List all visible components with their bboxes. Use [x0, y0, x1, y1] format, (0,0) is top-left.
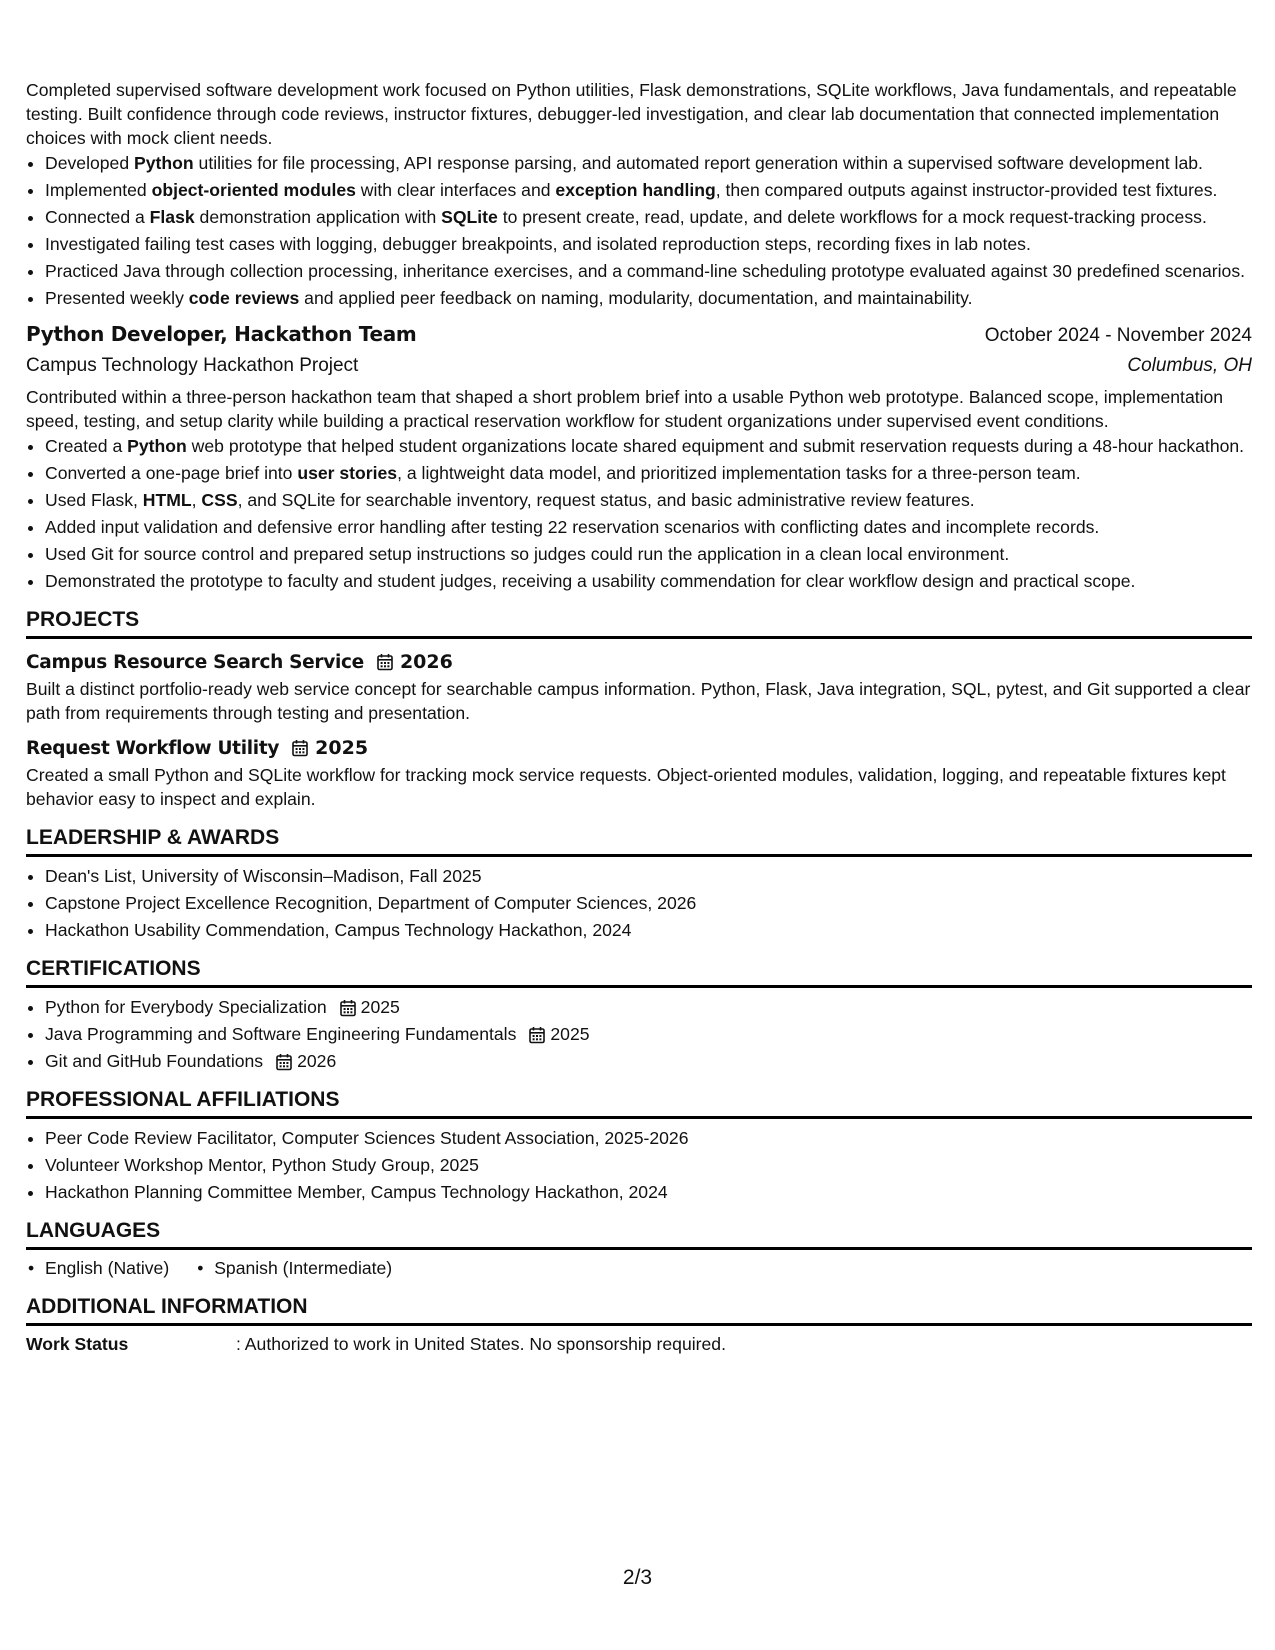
experience-summary: Completed supervised software development work focused on Python utilities, Flask demonstrations, SQLite workflows, Java fundamentals, and repeatable testing. Built confidence through code reviews, instructor fixtures, debugger-led investigation, and clear lab documentation that connected implementation choices with mock client needs.: [26, 80, 1237, 148]
additional-info-heading: ADDITIONAL INFORMATION: [26, 1294, 1252, 1326]
list-item: • Volunteer Workshop Mentor, Python Study Group, 2025: [45, 1153, 1252, 1177]
calendar-icon: [275, 1053, 293, 1071]
certification-year: 2025: [360, 997, 400, 1017]
bold-keyword: HTML: [142, 490, 192, 510]
projects-section: [26, 607, 1252, 811]
list-item: • Practiced Java through collection processing, inheritance exercises, and a command-line scheduling prototype evaluated against 30 predefined scenarios.: [45, 259, 1252, 283]
certifications-heading: CERTIFICATIONS: [26, 956, 1252, 988]
list-item: • Capstone Project Excellence Recognition, Department of Computer Sciences, 2026: [45, 891, 1252, 915]
list-item: • Hackathon Usability Commendation, Campus Technology Hackathon, 2024: [45, 918, 1252, 942]
list-item: • Dean's List, University of Wisconsin–Madison, Fall 2025: [45, 864, 1252, 888]
project-entry: [26, 647, 1252, 725]
list-item: [45, 995, 1252, 1019]
resume-page: [26, 78, 1252, 1356]
list-item: • Investigated failing test cases with logging, debugger breakpoints, and isolated reproduction steps, recording fixes in lab notes.: [45, 232, 1252, 256]
certifications-section: [26, 956, 1252, 1073]
list-item: • Connected a Flask demonstration application with SQLite to present create, read, update, and delete workflows for a mock request-tracking process.: [45, 205, 1252, 229]
project-header: [26, 733, 1252, 763]
page-number: 2/3: [622, 1566, 653, 1589]
list-item: • Implemented object-oriented modules with clear interfaces and exception handling, then compared outputs against instructor-provided test fixtures.: [45, 178, 1252, 202]
job-location: Columbus, OH: [1127, 355, 1252, 376]
work-status-value: : Authorized to work in United States. No sponsorship required.: [236, 1334, 726, 1354]
project-description: Created a small Python and SQLite workflow for tracking mock service requests. Object-oriented modules, validation, logging, and repeatable fixtures kept behavior easy to inspect and explain.: [26, 765, 1226, 809]
list-item: • Added input validation and defensive error handling after testing 22 reservation scenarios with conflicting dates and incomplete records.: [45, 515, 1252, 539]
job-bullets: [26, 434, 1252, 593]
project-entry: [26, 733, 1252, 811]
language-item: • English (Native): [26, 1256, 169, 1280]
bold-keyword: code reviews: [188, 288, 300, 308]
certification-name: Python for Everybody Specialization: [45, 997, 327, 1017]
certification-name: Java Programming and Software Engineering Fundamentals: [45, 1024, 517, 1044]
bold-keyword: Python: [134, 153, 194, 173]
languages-section: [26, 1218, 1252, 1280]
list-item: • Presented weekly code reviews and applied peer feedback on naming, modularity, documentation, and maintainability.: [45, 286, 1252, 310]
projects-heading: PROJECTS: [26, 607, 1252, 639]
calendar-icon: [339, 999, 357, 1017]
job-title: Python Developer, Hackathon Team: [26, 322, 417, 346]
job-organization: Campus Technology Hackathon Project: [26, 355, 359, 376]
job-subheader: [26, 353, 1252, 379]
list-item: • Hackathon Planning Committee Member, Campus Technology Hackathon, 2024: [45, 1180, 1252, 1204]
languages-heading: LANGUAGES: [26, 1218, 1252, 1250]
project-name: Request Workflow Utility: [26, 737, 280, 759]
job-entry: [26, 320, 1252, 593]
bold-keyword: exception handling: [555, 180, 716, 200]
list-item: • Used Git for source control and prepared setup instructions so judges could run the application in a clean local environment.: [45, 542, 1252, 566]
job-dates: October 2024 - November 2024: [984, 325, 1252, 346]
calendar-icon: [528, 1026, 546, 1044]
bold-keyword: CSS: [201, 490, 238, 510]
language-item: • Spanish (Intermediate): [195, 1256, 392, 1280]
list-item: • Demonstrated the prototype to faculty and student judges, receiving a usability commendation for clear workflow design and practical scope.: [45, 569, 1252, 593]
list-item: • Converted a one-page brief into user stories, a lightweight data model, and prioritized implementation tasks for a three-person team.: [45, 461, 1252, 485]
certification-year: 2025: [550, 1024, 590, 1044]
list-item: • Created a Python web prototype that helped student organizations locate shared equipment and submit reservation requests during a 48-hour hackathon.: [45, 434, 1252, 458]
bold-keyword: object-oriented modules: [151, 180, 356, 200]
work-status-row: [26, 1332, 1252, 1356]
certification-name: Git and GitHub Foundations: [45, 1051, 264, 1071]
list-item: [45, 1022, 1252, 1046]
bold-keyword: Python: [127, 436, 187, 456]
leadership-list: [26, 864, 1252, 942]
work-status-label: Work Status: [26, 1334, 129, 1354]
project-description: Built a distinct portfolio-ready web service concept for searchable campus information. Python, Flask, Java integration, SQL, pytest, and Git supported a clear path from requirements through testing and presentation.: [26, 679, 1251, 723]
calendar-icon: [376, 653, 394, 671]
affiliations-heading: PROFESSIONAL AFFILIATIONS: [26, 1087, 1252, 1119]
experience-continued: [26, 78, 1252, 310]
list-item: [45, 1049, 1252, 1073]
project-year: 2026: [399, 651, 453, 673]
experience-bullets: [26, 151, 1252, 310]
leadership-heading: LEADERSHIP & AWARDS: [26, 825, 1252, 857]
project-year: 2025: [315, 737, 369, 759]
affiliations-list: [26, 1126, 1252, 1204]
affiliations-section: [26, 1087, 1252, 1204]
certification-year: 2026: [297, 1051, 337, 1071]
job-summary: Contributed within a three-person hackathon team that shaped a short problem brief into a usable Python web prototype. Balanced scope, implementation speed, testing, and setup clarity while building a practical reservation workflow for student organizations under supervised event conditions.: [26, 387, 1224, 431]
list-item: • Used Flask, HTML, CSS, and SQLite for searchable inventory, request status, and basic administrative review features.: [45, 488, 1252, 512]
languages-list: [26, 1256, 1252, 1280]
job-header: [26, 320, 1252, 350]
bold-keyword: user stories: [297, 463, 398, 483]
list-item: • Peer Code Review Facilitator, Computer Sciences Student Association, 2025-2026: [45, 1126, 1252, 1150]
bold-keyword: SQLite: [441, 207, 498, 227]
calendar-icon: [291, 739, 309, 757]
certifications-list: [26, 995, 1252, 1073]
list-item: • Developed Python utilities for file processing, API response parsing, and automated report generation within a supervised software development lab.: [45, 151, 1252, 175]
leadership-section: [26, 825, 1252, 942]
bold-keyword: Flask: [149, 207, 195, 227]
project-name: Campus Resource Search Service: [26, 651, 364, 673]
additional-info-section: [26, 1294, 1252, 1356]
project-header: [26, 647, 1252, 677]
